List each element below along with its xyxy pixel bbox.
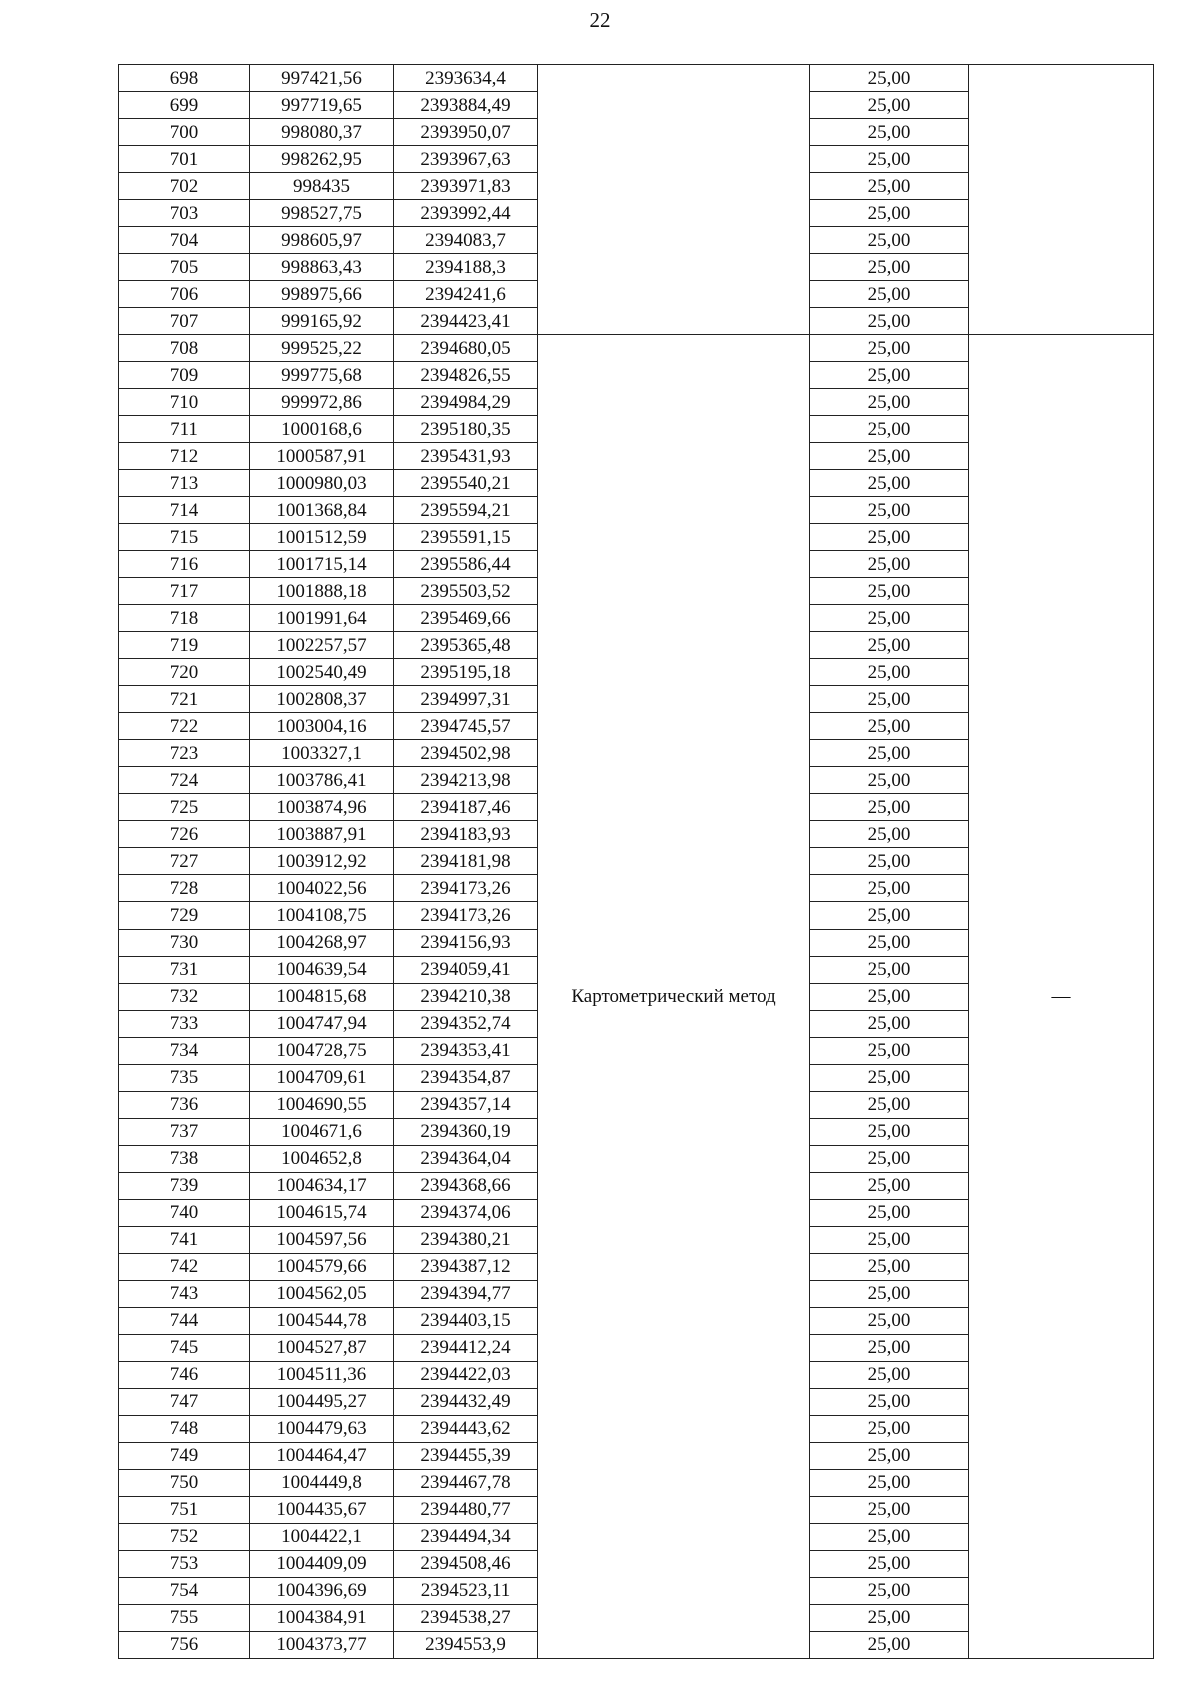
point-number-cell: 739: [119, 1172, 250, 1199]
y-coordinate-cell: 2393884,49: [394, 92, 538, 119]
x-coordinate-cell: 1003874,96: [250, 794, 394, 821]
point-number-cell: 729: [119, 902, 250, 929]
accuracy-cell: 25,00: [810, 1550, 969, 1577]
point-number-cell: 719: [119, 632, 250, 659]
y-coordinate-cell: 2393634,4: [394, 65, 538, 92]
point-number-cell: 748: [119, 1415, 250, 1442]
description-cell: —: [969, 335, 1154, 1659]
point-number-cell: 713: [119, 470, 250, 497]
accuracy-cell: 25,00: [810, 497, 969, 524]
point-number-cell: 745: [119, 1334, 250, 1361]
point-number-cell: 715: [119, 524, 250, 551]
point-number-cell: 710: [119, 389, 250, 416]
y-coordinate-cell: 2393967,63: [394, 146, 538, 173]
accuracy-cell: 25,00: [810, 362, 969, 389]
y-coordinate-cell: 2395469,66: [394, 605, 538, 632]
y-coordinate-cell: 2394187,46: [394, 794, 538, 821]
y-coordinate-cell: 2394502,98: [394, 740, 538, 767]
point-number-cell: 751: [119, 1496, 250, 1523]
x-coordinate-cell: 1004373,77: [250, 1631, 394, 1658]
point-number-cell: 752: [119, 1523, 250, 1550]
y-coordinate-cell: 2394826,55: [394, 362, 538, 389]
y-coordinate-cell: 2394374,06: [394, 1199, 538, 1226]
accuracy-cell: 25,00: [810, 551, 969, 578]
x-coordinate-cell: 1001512,59: [250, 524, 394, 551]
x-coordinate-cell: 1004108,75: [250, 902, 394, 929]
point-number-cell: 755: [119, 1604, 250, 1631]
x-coordinate-cell: 999775,68: [250, 362, 394, 389]
y-coordinate-cell: 2394357,14: [394, 1091, 538, 1118]
y-coordinate-cell: 2395195,18: [394, 659, 538, 686]
point-number-cell: 718: [119, 605, 250, 632]
x-coordinate-cell: 998080,37: [250, 119, 394, 146]
accuracy-cell: 25,00: [810, 335, 969, 362]
point-number-cell: 742: [119, 1253, 250, 1280]
point-number-cell: 735: [119, 1064, 250, 1091]
y-coordinate-cell: 2393992,44: [394, 200, 538, 227]
accuracy-cell: 25,00: [810, 524, 969, 551]
point-number-cell: 727: [119, 848, 250, 875]
x-coordinate-cell: 1000587,91: [250, 443, 394, 470]
y-coordinate-cell: 2394241,6: [394, 281, 538, 308]
x-coordinate-cell: 998435: [250, 173, 394, 200]
accuracy-cell: 25,00: [810, 956, 969, 983]
x-coordinate-cell: 998863,43: [250, 254, 394, 281]
point-number-cell: 756: [119, 1631, 250, 1658]
accuracy-cell: 25,00: [810, 1577, 969, 1604]
accuracy-cell: 25,00: [810, 1091, 969, 1118]
y-coordinate-cell: 2394553,9: [394, 1631, 538, 1658]
accuracy-cell: 25,00: [810, 983, 969, 1010]
x-coordinate-cell: 1001888,18: [250, 578, 394, 605]
x-coordinate-cell: 1004562,05: [250, 1280, 394, 1307]
accuracy-cell: 25,00: [810, 821, 969, 848]
x-coordinate-cell: 1002808,37: [250, 686, 394, 713]
accuracy-cell: 25,00: [810, 200, 969, 227]
point-number-cell: 747: [119, 1388, 250, 1415]
accuracy-cell: 25,00: [810, 1118, 969, 1145]
y-coordinate-cell: 2394523,11: [394, 1577, 538, 1604]
x-coordinate-cell: 998527,75: [250, 200, 394, 227]
point-number-cell: 744: [119, 1307, 250, 1334]
accuracy-cell: 25,00: [810, 1145, 969, 1172]
point-number-cell: 740: [119, 1199, 250, 1226]
accuracy-cell: 25,00: [810, 1199, 969, 1226]
y-coordinate-cell: 2394181,98: [394, 848, 538, 875]
point-number-cell: 732: [119, 983, 250, 1010]
x-coordinate-cell: 1004652,8: [250, 1145, 394, 1172]
accuracy-cell: 25,00: [810, 1334, 969, 1361]
y-coordinate-cell: 2394538,27: [394, 1604, 538, 1631]
x-coordinate-cell: 1003004,16: [250, 713, 394, 740]
accuracy-cell: 25,00: [810, 443, 969, 470]
accuracy-cell: 25,00: [810, 578, 969, 605]
point-number-cell: 716: [119, 551, 250, 578]
accuracy-cell: 25,00: [810, 1253, 969, 1280]
point-number-cell: 711: [119, 416, 250, 443]
y-coordinate-cell: 2394183,93: [394, 821, 538, 848]
accuracy-cell: 25,00: [810, 1442, 969, 1469]
accuracy-cell: 25,00: [810, 173, 969, 200]
x-coordinate-cell: 1004495,27: [250, 1388, 394, 1415]
coordinates-table: [118, 64, 1154, 1659]
x-coordinate-cell: 1003327,1: [250, 740, 394, 767]
point-number-cell: 728: [119, 875, 250, 902]
accuracy-cell: 25,00: [810, 767, 969, 794]
x-coordinate-cell: 1004639,54: [250, 956, 394, 983]
accuracy-cell: 25,00: [810, 1172, 969, 1199]
x-coordinate-cell: 1004815,68: [250, 983, 394, 1010]
point-number-cell: 722: [119, 713, 250, 740]
x-coordinate-cell: 997421,56: [250, 65, 394, 92]
y-coordinate-cell: 2395503,52: [394, 578, 538, 605]
x-coordinate-cell: 1004728,75: [250, 1037, 394, 1064]
y-coordinate-cell: 2394387,12: [394, 1253, 538, 1280]
point-number-cell: 704: [119, 227, 250, 254]
point-number-cell: 707: [119, 308, 250, 335]
point-number-cell: 698: [119, 65, 250, 92]
x-coordinate-cell: 1000168,6: [250, 416, 394, 443]
point-number-cell: 699: [119, 92, 250, 119]
x-coordinate-cell: 1004579,66: [250, 1253, 394, 1280]
y-coordinate-cell: 2394360,19: [394, 1118, 538, 1145]
point-number-cell: 746: [119, 1361, 250, 1388]
y-coordinate-cell: 2395180,35: [394, 416, 538, 443]
y-coordinate-cell: 2394364,04: [394, 1145, 538, 1172]
y-coordinate-cell: 2394997,31: [394, 686, 538, 713]
accuracy-cell: 25,00: [810, 281, 969, 308]
x-coordinate-cell: 1004464,47: [250, 1442, 394, 1469]
y-coordinate-cell: 2394403,15: [394, 1307, 538, 1334]
x-coordinate-cell: 1004422,1: [250, 1523, 394, 1550]
accuracy-cell: 25,00: [810, 1388, 969, 1415]
x-coordinate-cell: 1002540,49: [250, 659, 394, 686]
y-coordinate-cell: 2395594,21: [394, 497, 538, 524]
x-coordinate-cell: 1004479,63: [250, 1415, 394, 1442]
y-coordinate-cell: 2395540,21: [394, 470, 538, 497]
y-coordinate-cell: 2395591,15: [394, 524, 538, 551]
point-number-cell: 712: [119, 443, 250, 470]
table-row: [119, 335, 1154, 362]
x-coordinate-cell: 1004435,67: [250, 1496, 394, 1523]
x-coordinate-cell: 1001715,14: [250, 551, 394, 578]
accuracy-cell: 25,00: [810, 740, 969, 767]
x-coordinate-cell: 1004634,17: [250, 1172, 394, 1199]
x-coordinate-cell: 998262,95: [250, 146, 394, 173]
accuracy-cell: 25,00: [810, 1415, 969, 1442]
x-coordinate-cell: 1001991,64: [250, 605, 394, 632]
accuracy-cell: 25,00: [810, 659, 969, 686]
point-number-cell: 750: [119, 1469, 250, 1496]
accuracy-cell: 25,00: [810, 1064, 969, 1091]
point-number-cell: 714: [119, 497, 250, 524]
accuracy-cell: 25,00: [810, 713, 969, 740]
point-number-cell: 709: [119, 362, 250, 389]
method-cell-empty: [538, 65, 810, 335]
point-number-cell: 743: [119, 1280, 250, 1307]
y-coordinate-cell: 2394059,41: [394, 956, 538, 983]
y-coordinate-cell: 2394173,26: [394, 902, 538, 929]
point-number-cell: 705: [119, 254, 250, 281]
accuracy-cell: 25,00: [810, 794, 969, 821]
x-coordinate-cell: 999165,92: [250, 308, 394, 335]
point-number-cell: 738: [119, 1145, 250, 1172]
x-coordinate-cell: 1003786,41: [250, 767, 394, 794]
page-number: 22: [589, 8, 611, 32]
point-number-cell: 741: [119, 1226, 250, 1253]
accuracy-cell: 25,00: [810, 686, 969, 713]
y-coordinate-cell: 2394455,39: [394, 1442, 538, 1469]
point-number-cell: 708: [119, 335, 250, 362]
accuracy-cell: 25,00: [810, 470, 969, 497]
point-number-cell: 737: [119, 1118, 250, 1145]
accuracy-cell: 25,00: [810, 1523, 969, 1550]
x-coordinate-cell: 1004511,36: [250, 1361, 394, 1388]
y-coordinate-cell: 2394494,34: [394, 1523, 538, 1550]
y-coordinate-cell: 2394353,41: [394, 1037, 538, 1064]
accuracy-cell: 25,00: [810, 1280, 969, 1307]
point-number-cell: 725: [119, 794, 250, 821]
y-coordinate-cell: 2394432,49: [394, 1388, 538, 1415]
x-coordinate-cell: 998975,66: [250, 281, 394, 308]
x-coordinate-cell: 1004384,91: [250, 1604, 394, 1631]
point-number-cell: 754: [119, 1577, 250, 1604]
x-coordinate-cell: 1002257,57: [250, 632, 394, 659]
y-coordinate-cell: 2394745,57: [394, 713, 538, 740]
point-number-cell: 703: [119, 200, 250, 227]
accuracy-cell: 25,00: [810, 227, 969, 254]
accuracy-cell: 25,00: [810, 389, 969, 416]
x-coordinate-cell: 1001368,84: [250, 497, 394, 524]
x-coordinate-cell: 1004690,55: [250, 1091, 394, 1118]
description-cell-empty: [969, 65, 1154, 335]
y-coordinate-cell: 2394443,62: [394, 1415, 538, 1442]
x-coordinate-cell: 1000980,03: [250, 470, 394, 497]
x-coordinate-cell: 997719,65: [250, 92, 394, 119]
point-number-cell: 734: [119, 1037, 250, 1064]
point-number-cell: 701: [119, 146, 250, 173]
point-number-cell: 753: [119, 1550, 250, 1577]
y-coordinate-cell: 2394083,7: [394, 227, 538, 254]
point-number-cell: 749: [119, 1442, 250, 1469]
y-coordinate-cell: 2394394,77: [394, 1280, 538, 1307]
accuracy-cell: 25,00: [810, 1631, 969, 1658]
accuracy-cell: 25,00: [810, 605, 969, 632]
x-coordinate-cell: 1004449,8: [250, 1469, 394, 1496]
x-coordinate-cell: 998605,97: [250, 227, 394, 254]
accuracy-cell: 25,00: [810, 1496, 969, 1523]
y-coordinate-cell: 2394680,05: [394, 335, 538, 362]
x-coordinate-cell: 1004615,74: [250, 1199, 394, 1226]
accuracy-cell: 25,00: [810, 308, 969, 335]
y-coordinate-cell: 2395431,93: [394, 443, 538, 470]
point-number-cell: 706: [119, 281, 250, 308]
x-coordinate-cell: 1004527,87: [250, 1334, 394, 1361]
y-coordinate-cell: 2394508,46: [394, 1550, 538, 1577]
accuracy-cell: 25,00: [810, 902, 969, 929]
y-coordinate-cell: 2394354,87: [394, 1064, 538, 1091]
accuracy-cell: 25,00: [810, 92, 969, 119]
y-coordinate-cell: 2394188,3: [394, 254, 538, 281]
method-cell: Картометрический метод: [538, 335, 810, 1659]
accuracy-cell: 25,00: [810, 1010, 969, 1037]
accuracy-cell: 25,00: [810, 1469, 969, 1496]
x-coordinate-cell: 1004268,97: [250, 929, 394, 956]
accuracy-cell: 25,00: [810, 254, 969, 281]
point-number-cell: 724: [119, 767, 250, 794]
x-coordinate-cell: 1004396,69: [250, 1577, 394, 1604]
y-coordinate-cell: 2394173,26: [394, 875, 538, 902]
accuracy-cell: 25,00: [810, 416, 969, 443]
point-number-cell: 730: [119, 929, 250, 956]
accuracy-cell: 25,00: [810, 875, 969, 902]
x-coordinate-cell: 999525,22: [250, 335, 394, 362]
point-number-cell: 717: [119, 578, 250, 605]
point-number-cell: 702: [119, 173, 250, 200]
x-coordinate-cell: 1003887,91: [250, 821, 394, 848]
y-coordinate-cell: 2394210,38: [394, 983, 538, 1010]
point-number-cell: 720: [119, 659, 250, 686]
point-number-cell: 733: [119, 1010, 250, 1037]
y-coordinate-cell: 2394352,74: [394, 1010, 538, 1037]
x-coordinate-cell: 1004597,56: [250, 1226, 394, 1253]
accuracy-cell: 25,00: [810, 1361, 969, 1388]
accuracy-cell: 25,00: [810, 848, 969, 875]
accuracy-cell: 25,00: [810, 119, 969, 146]
x-coordinate-cell: 1004747,94: [250, 1010, 394, 1037]
accuracy-cell: 25,00: [810, 65, 969, 92]
x-coordinate-cell: 1004671,6: [250, 1118, 394, 1145]
x-coordinate-cell: 1004409,09: [250, 1550, 394, 1577]
table-row: [119, 65, 1154, 92]
y-coordinate-cell: 2394156,93: [394, 929, 538, 956]
point-number-cell: 736: [119, 1091, 250, 1118]
y-coordinate-cell: 2394422,03: [394, 1361, 538, 1388]
accuracy-cell: 25,00: [810, 1037, 969, 1064]
y-coordinate-cell: 2395586,44: [394, 551, 538, 578]
accuracy-cell: 25,00: [810, 1226, 969, 1253]
x-coordinate-cell: 999972,86: [250, 389, 394, 416]
point-number-cell: 721: [119, 686, 250, 713]
y-coordinate-cell: 2394412,24: [394, 1334, 538, 1361]
x-coordinate-cell: 1004544,78: [250, 1307, 394, 1334]
accuracy-cell: 25,00: [810, 632, 969, 659]
x-coordinate-cell: 1004709,61: [250, 1064, 394, 1091]
accuracy-cell: 25,00: [810, 1604, 969, 1631]
y-coordinate-cell: 2393971,83: [394, 173, 538, 200]
point-number-cell: 731: [119, 956, 250, 983]
y-coordinate-cell: 2393950,07: [394, 119, 538, 146]
y-coordinate-cell: 2394423,41: [394, 308, 538, 335]
y-coordinate-cell: 2394380,21: [394, 1226, 538, 1253]
y-coordinate-cell: 2394368,66: [394, 1172, 538, 1199]
x-coordinate-cell: 1003912,92: [250, 848, 394, 875]
y-coordinate-cell: 2394467,78: [394, 1469, 538, 1496]
point-number-cell: 723: [119, 740, 250, 767]
y-coordinate-cell: 2394984,29: [394, 389, 538, 416]
x-coordinate-cell: 1004022,56: [250, 875, 394, 902]
accuracy-cell: 25,00: [810, 146, 969, 173]
y-coordinate-cell: 2395365,48: [394, 632, 538, 659]
point-number-cell: 726: [119, 821, 250, 848]
point-number-cell: 700: [119, 119, 250, 146]
y-coordinate-cell: 2394480,77: [394, 1496, 538, 1523]
accuracy-cell: 25,00: [810, 929, 969, 956]
accuracy-cell: 25,00: [810, 1307, 969, 1334]
y-coordinate-cell: 2394213,98: [394, 767, 538, 794]
